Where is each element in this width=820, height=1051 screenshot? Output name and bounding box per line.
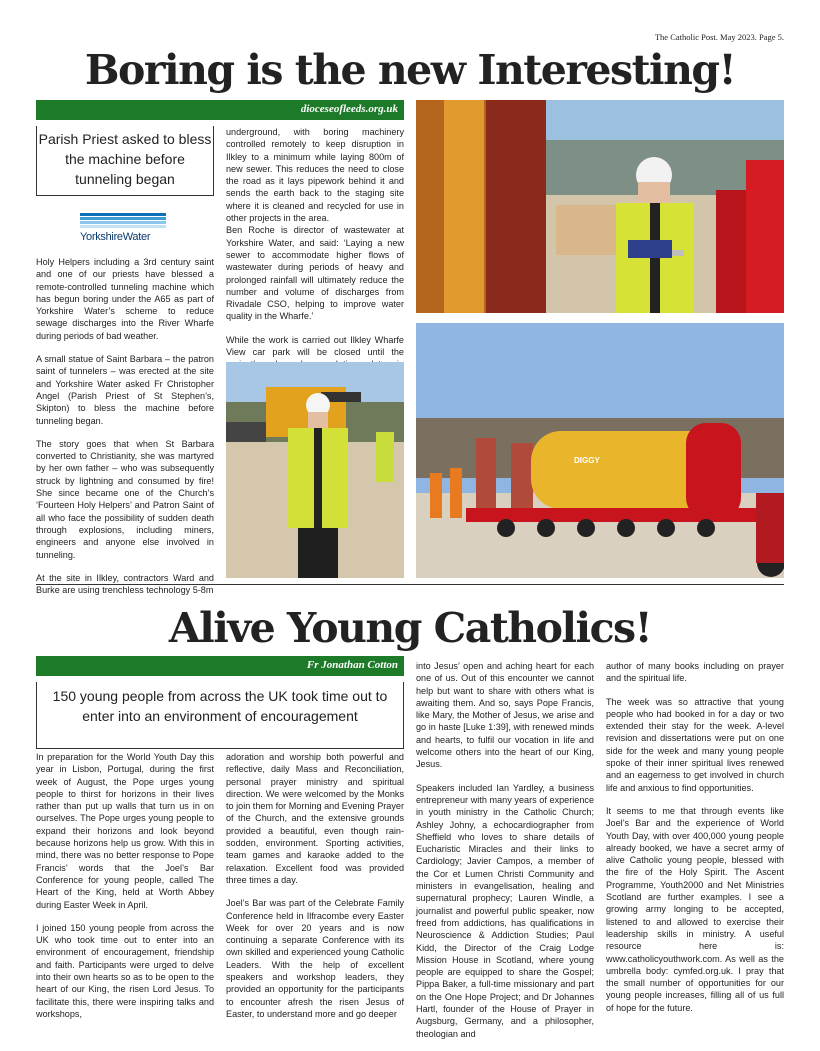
paragraph: At the site in Ilkley, contractors Ward and Burke are using trenchless technology 5-8m <box>36 572 214 596</box>
paragraph: In preparation for the World Youth Day this year in Lisbon, Portugal, during the first week of August, the Pope urges young people to thirst for horizons in their lives rather than put up walls that turn us in on ourselves. The Pope urges young people to expand their horizons and look beyond because horizons help us grow. With this in mind, there was no better response to Pope Francis’ words that the Joel’s Bar Conference for young people, called The Heart of the King, held at Worth Abbey during Easter Week in April. <box>36 752 214 910</box>
paragraph: Speakers included Ian Yardley, a business entrepreneur with many years of experience in youth ministry in the Catholic Church; Ashley Johny, a echocardiographer from Sheffield who loves to share details of Eucharistic Miracles and their links to Cardiology; Javier Campos, a member of the Cor et Lumen Christi Community and ministers in evangelisation, healing and supernatural prophecy; Lauren Windle, a journalist and powerful public speaker, now freed from addictions, has qualifications in Neuroscience & Addiction Studies; Paul Kidd, the Director of the Craig Lodge Mission House in Scotland, where young people are equipped to share the Gospel; Pippa Baker, a full-time missionary and part on the One Hope Project; and Dr Johannes Hartl, founder of the House of Prayer in Augsburg, Germany, and a philosopher, theologian and <box>416 782 594 1039</box>
paragraph: The week was so attractive that young people who had booked in for a day or two extended their stay for the week. A-level revision and dissertations were put on one side for the week and many young people spoke of their inner spiritual lives renewed and an eagerness to get involved in church life and anxious to find opportunities. <box>606 696 784 793</box>
article1-byline-bar <box>36 100 404 120</box>
paragraph: Joel’s Bar was part of the Celebrate Family Conference held in Ilfracombe every Easter Week for over 20 years and is now continuing a separate Conference with its own skilled and experienced young Catholic Leaders. With the help of excellent speakers and workshop leaders, they provided an opportunity for the participants to encounter afresh the risen Jesus of Easter, to understand more and go deeper <box>226 898 404 1019</box>
water-waves-icon <box>80 213 166 228</box>
article1-byline: dioceseofleeds.org.uk <box>300 103 398 115</box>
paragraph: underground, with boring machinery controlled remotely to keep disruption in Ilkley to a minimum while laying 800m of new sewer. This reduces the need to close the road as it lays pipework behind it and sends the earth back to the staging site where it is cleaned and recycled for use in other projects in the area. Ben Roche is director of wastewater at Yorkshire Water, and said: ‘Laying a new sewer to accommodate higher flows of wastewater during periods of heavy and prolonged rainfall will ultimately reduce the number and volume of discharges from Rivadale CSO, helping to improve water quality in the Wharfe.’ <box>226 127 404 322</box>
paragraph: A small statue of Saint Barbara – the patron saint of tunnelers – was erected at the site and Yorkshire Water asked Fr Christopher Angel (Parish Priest of St Stephen’s, Skipton) to bless the machine before tunneling began. <box>36 354 214 426</box>
article2-column-2 <box>226 751 404 1031</box>
article1-standfirst: Parish Priest asked to bless the machine before tunneling began <box>36 126 214 196</box>
paragraph: It seems to me that through events like Joel’s Bar and the experience of World Youth Day, with over 400,000 young people already booked, we have a secret army of alive Catholic young people, blessed with the fire of the Holy Spirit. The Ascent Programme, Youth2000 and Net Ministries Scotland are further examples. I see a growing army longing to be accepted, listened to and allowed to exercise their leadership skills in ministry. A useful resource here is: www.catholicyouthwork.com. As well as the umbrella body: cymfed.org.uk. I pray that the small number of opportunities for our young people increases, filling all of us full of hope for the future. <box>606 805 784 1013</box>
article1-column-1 <box>36 256 214 607</box>
yorkshire-water-logo-text: YorkshireWater <box>80 230 151 243</box>
paragraph: author of many books including on prayer and the spiritual life. <box>606 661 784 684</box>
article2-column-3 <box>416 660 594 1051</box>
article2-column-1 <box>36 751 214 1031</box>
paragraph: into Jesus’ open and aching heart for each one of us. Out of this encounter we cannot help but want to share with others what is awaiting them. And so, says Pope Francis, like Mary, the Mother of Jesus, we arise and go in haste [Luke 1:39], with renewed minds and hearts, to fulfil our vocation in life and welcome others into the heart of our King, Jesus. <box>416 661 594 770</box>
photo-priest-reading-blessing <box>416 100 784 313</box>
paragraph: Holy Helpers including a 3rd century saint and one of our priests have blessed a remote-controlled tunneling machine which has begun boring under the A65 as part of Yorkshire Water’s scheme to reduce sewage discharges into the River Wharfe during periods of bad weather. <box>36 257 214 341</box>
article1-headline: Boring is the new Interesting! <box>84 46 736 94</box>
paragraph: adoration and worship both powerful and reflective, daily Mass and Reconciliation, personal prayer ministry and spiritual direction. We were welcomed by the Monks to join them for Morning and Evening Prayer of the Church, and the extensive grounds provided a beautiful, even though rain-sodden, environment. Sporting activities, team games and karaoke added to the relaxation. Excellent food was provided three times a day. <box>226 752 404 885</box>
photo-tunnel-boring-machine <box>416 323 784 578</box>
machine-label: DIGGY <box>574 456 600 465</box>
article-divider <box>36 584 784 585</box>
paragraph: The story goes that when St Barbara converted to Christianity, she was martyred by her own father – who was subsequently struck by lightning and consumed by fire! She since became one of the Church’s ‘Fourteen Holy Helpers’ and Patron Saint of all who face the possibility of sudden death through explosions, including miners, engineers and anyone else involved in tunneling. <box>36 438 214 560</box>
running-head: The Catholic Post. May 2023. Page 5. <box>654 32 784 42</box>
yorkshire-water-logo <box>80 213 166 243</box>
article2-byline: Fr Jonathan Cotton <box>306 659 398 671</box>
photo-priest-at-site <box>226 362 404 578</box>
article2-byline-bar <box>36 656 404 676</box>
article1-column-2 <box>226 126 404 394</box>
article2-standfirst: 150 young people from across the UK took time out to enter into an environment of encouragement <box>36 682 404 749</box>
article2-column-4 <box>606 660 784 1025</box>
article2-headline: Alive Young Catholics! <box>168 604 652 652</box>
paragraph: I joined 150 young people from across the UK who took time out to enter into an environment of encouragement, friendship and faith. Participants were urged to delve into their own hearts so as to be open to the heart of our King, the risen Lord Jesus. To facilitate this, there were inspiring talks and workshops, <box>36 922 214 1019</box>
paragraph: While the work is carried out Ilkley Wharfe View car park will be closed until the <box>226 334 404 358</box>
